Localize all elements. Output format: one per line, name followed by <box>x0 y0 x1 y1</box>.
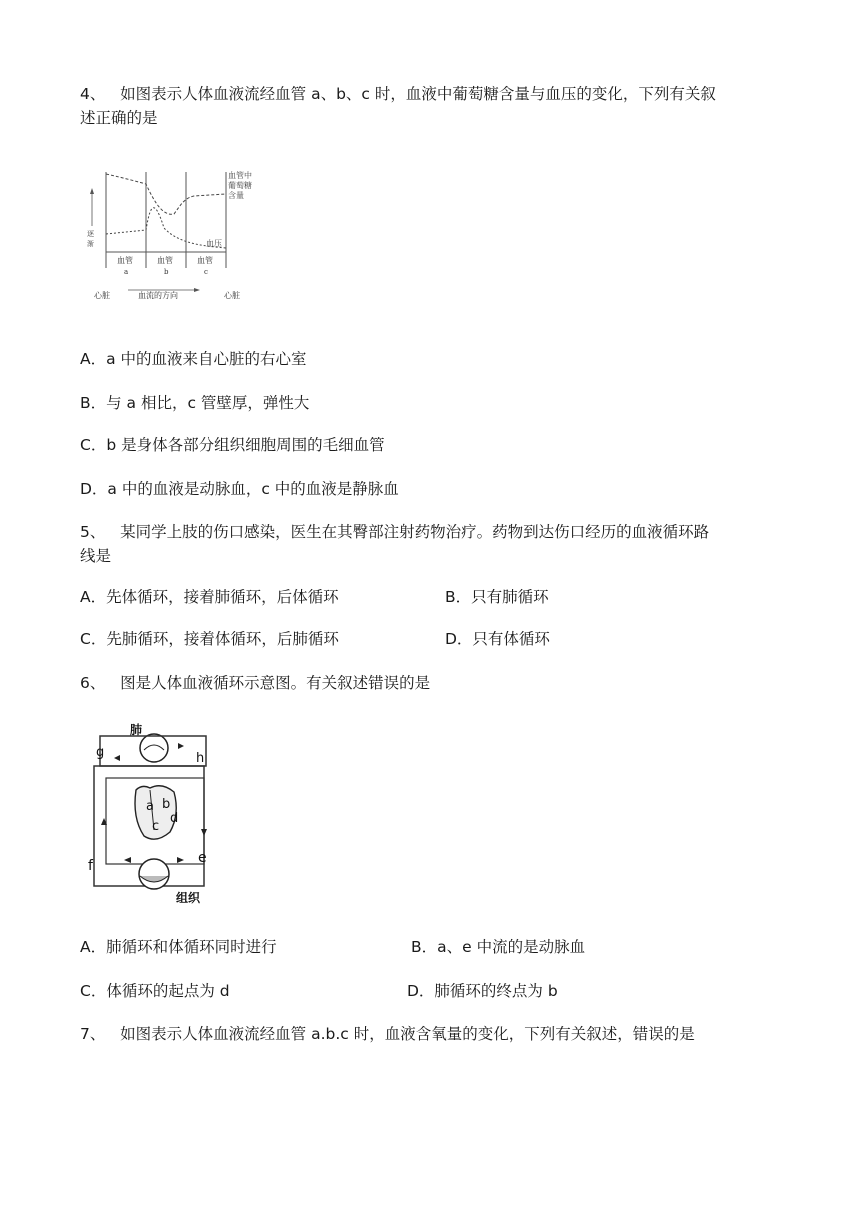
q4-option-d: D．a 中的血液是动脉血，c 中的血液是静脉血 <box>80 480 399 498</box>
q5-option-d: D．只有体循环 <box>445 630 550 648</box>
q5-stem-line1 <box>80 520 709 544</box>
vessel-b-label: 血管 <box>157 256 173 265</box>
q5-stem-text: 某同学上肢的伤口感染，医生在其臀部注射药物治疗。药物到达伤口经历的血液循环路 <box>120 523 710 541</box>
q4-option-c: C．b 是身体各部分组织细胞周围的毛细血管 <box>80 436 385 454</box>
letter-a: a <box>146 799 154 814</box>
q5-option-c: C．先肺循环，接着体循环，后肺循环 <box>80 630 339 648</box>
letter-c: c <box>152 819 160 834</box>
q4-stem-text: 如图表示人体血液流经血管 a、b、c 时，血液中葡萄糖含量与血压的变化，下列有关叙 <box>120 85 716 103</box>
q4-stem-line2: 述正确的是 <box>80 109 158 127</box>
glucose-label-2: 葡萄糖 <box>228 181 252 190</box>
letter-e: e <box>198 850 207 866</box>
q6-option-b: B．a、e 中流的是动脉血 <box>411 938 586 956</box>
q4-option-b: B．与 a 相比，c 管壁厚，弹性大 <box>80 394 310 412</box>
q6-stem-text: 图是人体血液循环示意图。有关叙述错误的是 <box>120 674 431 692</box>
vessel-c-label: 血管 <box>197 256 213 265</box>
q6-stem <box>80 671 430 695</box>
q6-option-d: D．肺循环的终点为 b <box>407 982 558 1000</box>
circulation-diagram <box>84 718 224 908</box>
letter-h: h <box>196 751 205 766</box>
q4-option-a: A．a 中的血液来自心脏的右心室 <box>80 350 307 368</box>
vessel-a-sub: a <box>124 268 129 276</box>
flow-direction-label: 血流的方向 <box>138 291 178 300</box>
q7-number: 7、 <box>80 1025 106 1043</box>
q6-number: 6、 <box>80 674 106 692</box>
q6-figure <box>84 718 224 908</box>
letter-b: b <box>162 797 171 812</box>
heart-right-label: 心脏 <box>224 291 240 300</box>
letter-f: f <box>88 858 93 874</box>
q4-stem-line1 <box>80 82 716 106</box>
left-axis-label-1: 逐 <box>87 230 94 238</box>
q5-option-b: B．只有肺循环 <box>445 588 549 606</box>
tissue-label: 组织 <box>176 891 201 905</box>
q5-stem-line2: 线是 <box>80 547 112 565</box>
lung-label: 肺 <box>130 723 143 737</box>
vessel-a-label: 血管 <box>117 256 133 265</box>
q4-figure <box>84 166 274 306</box>
pressure-label: 血压 <box>206 239 222 248</box>
q5-option-a: A．先体循环，接着肺循环，后体循环 <box>80 588 339 606</box>
glucose-pressure-graph <box>84 166 274 306</box>
heart-left-label: 心脏 <box>94 291 110 300</box>
q7-stem <box>80 1022 695 1046</box>
q6-option-a: A．肺循环和体循环同时进行 <box>80 938 277 956</box>
glucose-label-3: 含量 <box>228 191 244 200</box>
q5-number: 5、 <box>80 523 106 541</box>
q7-stem-text: 如图表示人体血液流经血管 a.b.c 时，血液含氧量的变化，下列有关叙述，错误的是 <box>120 1025 695 1043</box>
letter-d: d <box>170 811 179 826</box>
vessel-b-sub: b <box>164 268 169 276</box>
vessel-c-sub: c <box>204 268 208 276</box>
glucose-label-1: 血管中 <box>228 171 252 180</box>
q6-option-c: C．体循环的起点为 d <box>80 982 230 1000</box>
letter-g: g <box>96 745 105 760</box>
left-axis-label-2: 渐 <box>87 240 94 248</box>
q4-number: 4、 <box>80 85 106 103</box>
